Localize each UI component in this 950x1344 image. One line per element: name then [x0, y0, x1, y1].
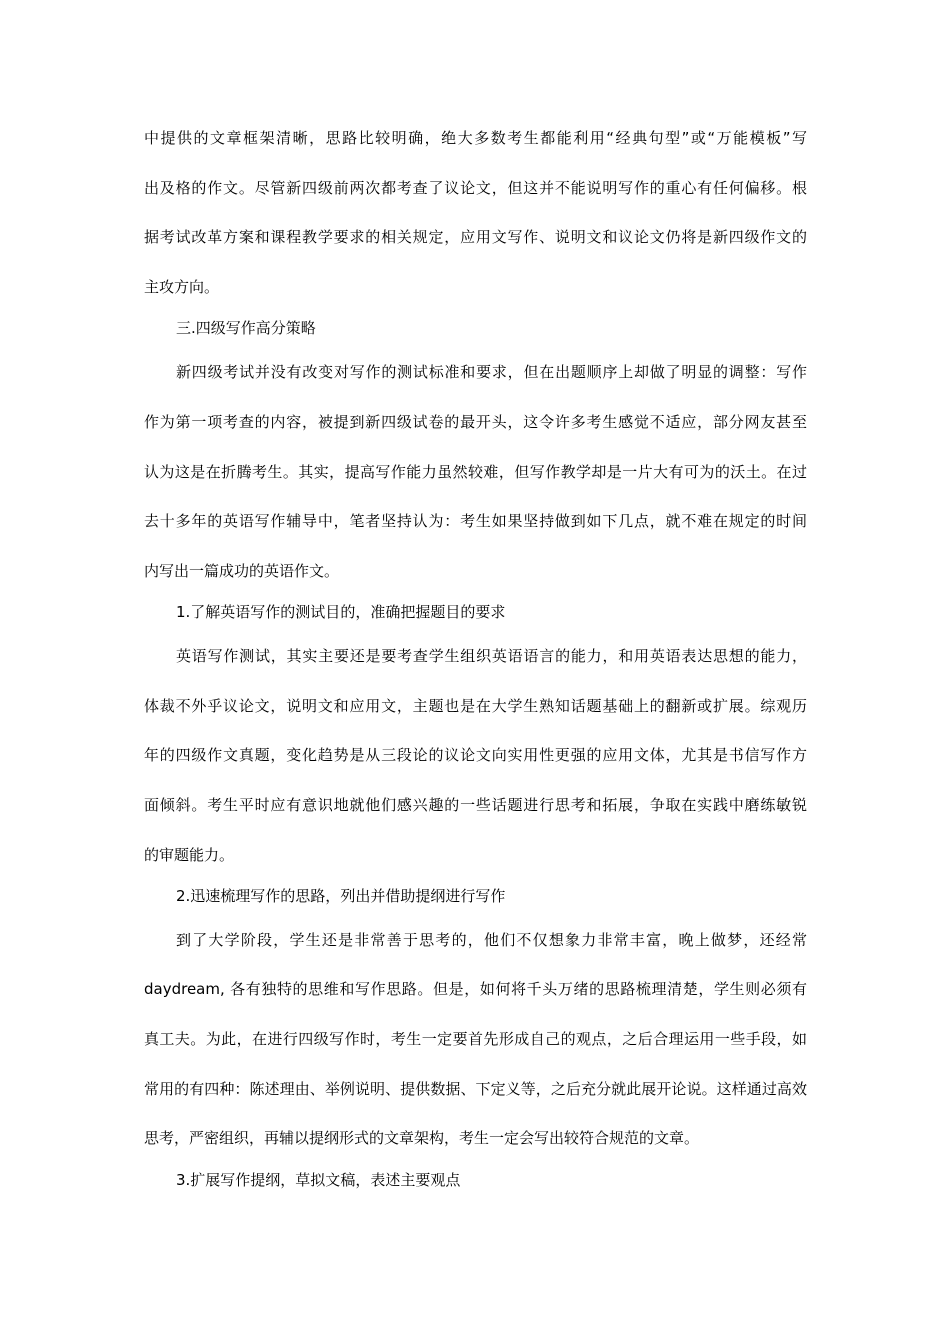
- paragraph-line: 出及格的作文。尽管新四级前两次都考查了议论文，但这并不能说明写作的重心有任何偏移。根: [144, 179, 807, 197]
- paragraph-line: 到了大学阶段，学生还是非常善于思考的，他们不仅想象力非常丰富，晚上做梦，还经常: [176, 931, 807, 949]
- paragraph-line: daydream, 各有独特的思维和写作思路。但是，如何将千头万绪的思路梳理清楚，学生则必须有: [144, 980, 807, 998]
- paragraph-line: 的审题能力。: [144, 846, 235, 864]
- paragraph-line: 主攻方向。: [144, 278, 220, 296]
- paragraph-line: 体裁不外乎议论文，说明文和应用文，主题也是在大学生熟知话题基础上的翻新或扩展。综观历: [144, 697, 807, 715]
- paragraph-line: 常用的有四种：陈述理由、举例说明、提供数据、下定义等，之后充分就此展开论说。这样通过高效: [144, 1080, 807, 1098]
- subsection-heading: 2.迅速梳理写作的思路，列出并借助提纲进行写作: [176, 887, 506, 905]
- paragraph-line: 作为第一项考查的内容，被提到新四级试卷的最开头，这令许多考生感觉不适应，部分网友甚至: [144, 413, 807, 431]
- paragraph-line: 年的四级作文真题，变化趋势是从三段论的议论文向实用性更强的应用文体，尤其是书信写作方: [144, 746, 807, 764]
- paragraph-line: 据考试改革方案和课程教学要求的相关规定，应用文写作、说明文和议论文仍将是新四级作文的: [144, 228, 807, 246]
- section-heading: 三.四级写作高分策略: [176, 319, 316, 337]
- paragraph-line: 中提供的文章框架清晰，思路比较明确，绝大多数考生都能利用“经典句型”或“万能模板”写: [144, 129, 807, 147]
- paragraph-line: 英语写作测试，其实主要还是要考查学生组织英语语言的能力，和用英语表达思想的能力，: [176, 647, 807, 665]
- paragraph-line: 思考，严密组织，再辅以提纲形式的文章架构，考生一定会写出较符合规范的文章。: [144, 1129, 700, 1147]
- subsection-heading: 1.了解英语写作的测试目的，准确把握题目的要求: [176, 603, 506, 621]
- subsection-heading: 3.扩展写作提纲，草拟文稿，表述主要观点: [176, 1171, 461, 1189]
- paragraph-line: 真工夫。为此，在进行四级写作时，考生一定要首先形成自己的观点，之后合理运用一些手段，如: [144, 1030, 807, 1048]
- paragraph-line: 去十多年的英语写作辅导中，笔者坚持认为：考生如果坚持做到如下几点，就不难在规定的时间: [144, 512, 807, 530]
- paragraph-line: 内写出一篇成功的英语作文。: [144, 562, 340, 580]
- paragraph-line: 新四级考试并没有改变对写作的测试标准和要求，但在出题顺序上却做了明显的调整：写作: [176, 363, 807, 381]
- paragraph-line: 认为这是在折腾考生。其实，提高写作能力虽然较难，但写作教学却是一片大有可为的沃土。在过: [144, 463, 807, 481]
- paragraph-line: 面倾斜。考生平时应有意识地就他们感兴趣的一些话题进行思考和拓展，争取在实践中磨练敏锐: [144, 796, 807, 814]
